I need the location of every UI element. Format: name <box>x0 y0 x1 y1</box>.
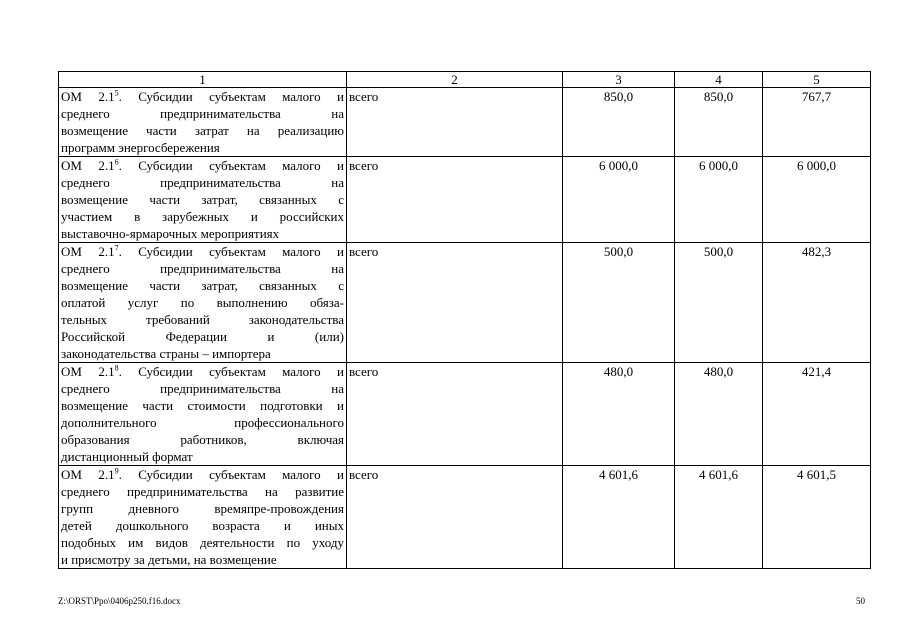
value-col4-cell: 850,0 <box>675 88 763 157</box>
table-row <box>59 157 871 243</box>
description-line: групп дневного времяпре-провождения <box>61 501 344 516</box>
table-row <box>59 466 871 569</box>
funding-type-cell: всего <box>347 157 563 243</box>
description-line <box>61 243 344 260</box>
footer-page-number: 50 <box>856 596 865 606</box>
description-line: детей дошкольного возраста и иных <box>61 518 344 533</box>
value-col3-cell: 4 601,6 <box>563 466 675 569</box>
header-cell-2: 2 <box>347 72 563 88</box>
header-cell-5: 5 <box>763 72 871 88</box>
description-line <box>61 157 344 174</box>
description-line: участием в зарубежных и российских <box>61 209 344 224</box>
description-line <box>61 88 344 105</box>
header-cell-1: 1 <box>59 72 347 88</box>
measure-description-cell <box>59 466 347 569</box>
measure-superscript: 6 <box>114 157 119 167</box>
measure-description-cell <box>59 157 347 243</box>
description-line: возмещение части затрат, связанных с <box>61 192 344 207</box>
value-col3-cell: 6 000,0 <box>563 157 675 243</box>
value-col5-cell: 421,4 <box>763 363 871 466</box>
description-line: дистанционный формат <box>61 449 193 464</box>
table-row <box>59 363 871 466</box>
table-row <box>59 243 871 363</box>
measure-code: ОМ 2.1 <box>61 89 115 104</box>
description-line: и присмотру за детьми, на возмещение <box>61 552 277 567</box>
measure-code: ОМ 2.1 <box>61 364 115 379</box>
description-line <box>61 363 344 380</box>
measure-description-cell <box>59 243 347 363</box>
description-line: среднего предпринимательства на развитие <box>61 484 344 499</box>
value-col5-cell: 767,7 <box>763 88 871 157</box>
description-line: тельных требований законодательства <box>61 312 344 327</box>
header-cell-4: 4 <box>675 72 763 88</box>
table-row <box>59 88 871 157</box>
description-text: . Субсидии субъектам малого и <box>118 364 345 379</box>
description-line: среднего предпринимательства на <box>61 175 344 190</box>
description-line: среднего предпринимательства на <box>61 106 344 121</box>
description-line: оплатой услуг по выполнению обяза- <box>61 295 344 310</box>
value-col3-cell: 500,0 <box>563 243 675 363</box>
measure-description-cell <box>59 363 347 466</box>
value-col3-cell: 850,0 <box>563 88 675 157</box>
funding-type-cell: всего <box>347 88 563 157</box>
value-col4-cell: 6 000,0 <box>675 157 763 243</box>
measure-superscript: 5 <box>114 88 119 98</box>
measure-code: ОМ 2.1 <box>61 158 115 173</box>
header-cell-3: 3 <box>563 72 675 88</box>
description-line: среднего предпринимательства на <box>61 261 344 276</box>
description-line: дополнительного профессионального <box>61 415 344 430</box>
description-text: . Субсидии субъектам малого и <box>118 158 345 173</box>
description-text: . Субсидии субъектам малого и <box>118 244 345 259</box>
description-line: программ энергосбережения <box>61 140 220 155</box>
measure-superscript: 9 <box>114 466 119 476</box>
measure-code: ОМ 2.1 <box>61 467 115 482</box>
funding-type-cell: всего <box>347 243 563 363</box>
value-col5-cell: 482,3 <box>763 243 871 363</box>
description-line: Российской Федерации и (или) <box>61 329 344 344</box>
funding-type-cell: всего <box>347 466 563 569</box>
description-line: среднего предпринимательства на <box>61 381 344 396</box>
description-line: возмещение части затрат на реализацию <box>61 123 344 138</box>
description-line: образования работников, включая <box>61 432 344 447</box>
value-col4-cell: 480,0 <box>675 363 763 466</box>
budget-table <box>58 71 871 569</box>
value-col3-cell: 480,0 <box>563 363 675 466</box>
description-line: законодательства страны – импортера <box>61 346 271 361</box>
description-line: подобных им видов деятельности по уходу <box>61 535 344 550</box>
description-line: возмещение части затрат, связанных с <box>61 278 344 293</box>
funding-type-cell: всего <box>347 363 563 466</box>
footer-file-path: Z:\ORST\Ppo\0406p250.f16.docx <box>58 596 181 606</box>
description-line <box>61 466 344 483</box>
value-col4-cell: 4 601,6 <box>675 466 763 569</box>
value-col5-cell: 6 000,0 <box>763 157 871 243</box>
description-text: . Субсидии субъектам малого и <box>118 89 345 104</box>
measure-superscript: 8 <box>114 363 119 373</box>
value-col5-cell: 4 601,5 <box>763 466 871 569</box>
measure-code: ОМ 2.1 <box>61 244 115 259</box>
header-row <box>59 72 871 88</box>
value-col4-cell: 500,0 <box>675 243 763 363</box>
measure-superscript: 7 <box>114 243 119 253</box>
measure-description-cell <box>59 88 347 157</box>
description-line: выставочно-ярмарочных мероприятиях <box>61 226 280 241</box>
description-text: . Субсидии субъектам малого и <box>118 467 345 482</box>
description-line: возмещение части стоимости подготовки и <box>61 398 344 413</box>
